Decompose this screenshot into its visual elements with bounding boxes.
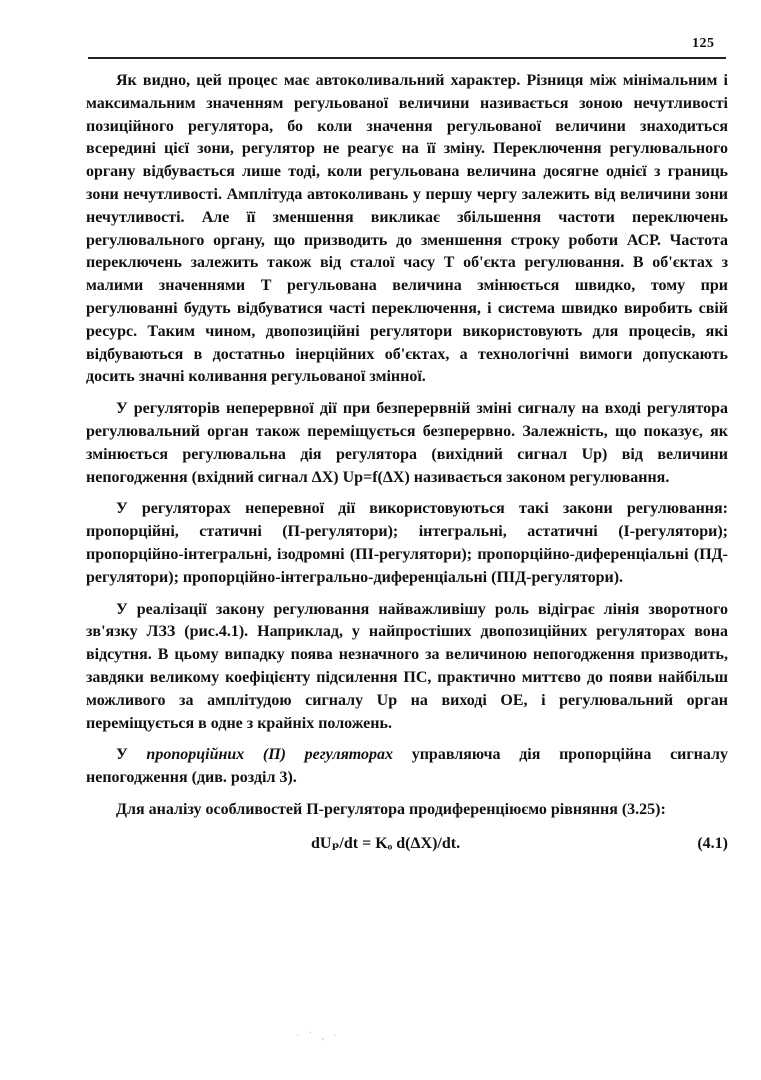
paragraph-5 (86, 744, 728, 790)
paragraph-4: У реалізації закону регулювання найважливішу роль відіграє лінія зворотного зв'язку ЛЗЗ (рис.4.1). Наприклад, у найпростіших двопозиційних регуляторах вона відсутня. В цьому випадку поява незначного за величиною непогодження призводить, завдяки великому коефіцієнту підсилення ПС, практично миттєво до появи найбільш можливого за амплітудою сигналу Up на виході ОЕ, і регулювальний орган переміщується в одне з крайніх положень. (86, 600, 728, 732)
scan-artifact: · ˙ ‚ · (296, 1030, 340, 1042)
equation-number: (4.1) (697, 834, 728, 852)
equation-row (86, 831, 728, 859)
paragraph-1: Як видно, цей процес має автоколивальний характер. Різниця між мінімальним і максимальним значенням регульованої величини називається зоною нечутливості позиційного регулятора, бо коли значення регульованої величини знаходиться всередині цієї зони, регулятор не реагує на її зміну. Переключення регулювального органу відбувається лише тоді, коли регульована величина досягне однієї з границь зони нечутливості. Амплітуда автоколивань у першу чергу залежить від величини зони нечутливості. Але її зменшення викликає збільшення частоти переключень регулювального органу, що призводить до зменшення строку роботи АСР. Частота переключень залежить також від сталої часу Т об'єкта регулювання. В об'єктах з малими значеннями Т регульована величина змінюється швидко, тому при регулюванні будуть відбуватися часті переключення, і система швидко виробить свій ресурс. Таким чином, двопозиційні регулятори використовують для процесів, які відбуваються в достатньо інерційних об'єктах, а технологічні вимоги допускають досить значні коливання регульованої змінної. (86, 72, 728, 386)
header-rule (88, 57, 726, 59)
page-body (86, 70, 728, 859)
paragraph-5-emphasis: пропорційних (П) регуляторах (146, 746, 394, 764)
paragraph-2: У регуляторів неперервної дії при безперервній зміні сигналу на вході регулятора регулювальний орган також переміщується безперервно. Залежність, що показує, як змінюється регулювальна дія регулятора (вихідний сигнал Up) від величини непогодження (вхідний сигнал ΔХ) Up=f(ΔХ) називається законом регулювання. (86, 400, 728, 486)
paragraph-3: У регуляторах неперевної дії використовуються такі закони регулювання: пропорційні, статичні (П-регулятори); інтегральні, астатичні (І-регулятори); пропорційно-інтегральні, ізодромні (ПІ-регулятори); пропорційно-диференціальні (ПД-регулятори); пропорційно-інтегрально-диференціальні (ПІД-регулятори). (86, 500, 728, 586)
paragraph-6: Для аналізу особливостей П-регулятора продиференціюємо рівняння (3.25): (116, 800, 666, 818)
page-number: 125 (692, 36, 715, 51)
equation-formula: dUₚ/dt = Kₒ d(ΔХ)/dt. (311, 834, 461, 852)
paragraph-5-rest: управляюча дія пропорційна сигналу непогодження (див. розділ 3). (86, 746, 728, 787)
paragraph-5-start: У (116, 746, 147, 764)
